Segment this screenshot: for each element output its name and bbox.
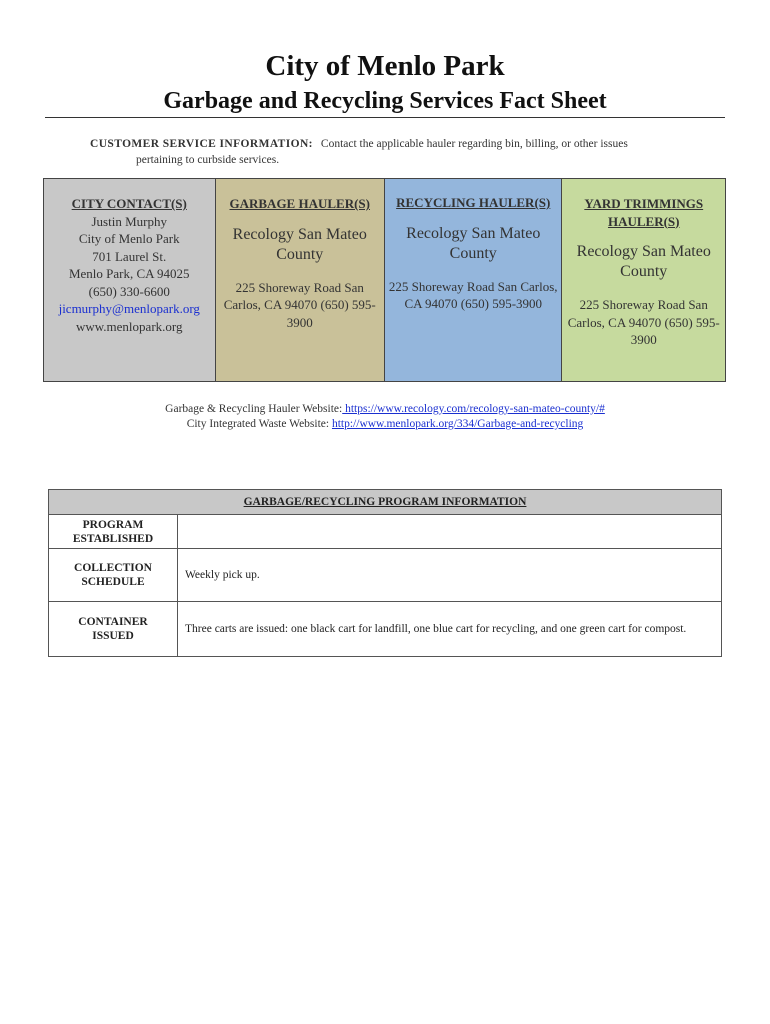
customer-service-text-2: pertaining to curbside services. bbox=[136, 154, 280, 166]
program-info-heading: GARBAGE/RECYCLING PROGRAM INFORMATION bbox=[49, 490, 722, 515]
city-contact-column bbox=[44, 179, 216, 381]
city-contact-city-line: Menlo Park, CA 94025 bbox=[68, 266, 190, 281]
program-established-value bbox=[178, 515, 722, 549]
garbage-hauler-address: 225 Shoreway Road San Carlos, CA 94070 (650) 595-3900 bbox=[223, 279, 376, 330]
garbage-hauler-company: Recology San Mateo County bbox=[232, 225, 367, 263]
city-website-label: City Integrated Waste Website: bbox=[186, 418, 330, 430]
container-issued-label bbox=[49, 602, 178, 657]
hauler-website-line bbox=[0, 402, 770, 417]
city-contact-heading: CITY CONTACT(S) bbox=[71, 196, 187, 211]
row-label-line: ISSUED bbox=[92, 630, 134, 642]
city-contact-email-link[interactable]: jicmurphy@menlopark.org bbox=[58, 301, 200, 316]
row-label-line: SCHEDULE bbox=[81, 576, 145, 588]
collection-schedule-value: Weekly pick up. bbox=[178, 549, 722, 602]
recycling-hauler-company: Recology San Mateo County bbox=[406, 224, 541, 262]
city-website-link[interactable]: http://www.menlopark.org/334/Garbage-and-recycling bbox=[331, 418, 584, 430]
customer-service-label: CUSTOMER SERVICE INFORMATION: bbox=[90, 138, 313, 150]
program-established-label bbox=[49, 515, 178, 549]
contacts-table bbox=[43, 178, 726, 382]
table-row bbox=[49, 602, 722, 657]
yard-trimmings-hauler-company: Recology San Mateo County bbox=[576, 243, 711, 280]
city-contact-phone: (650) 330-6600 bbox=[88, 283, 170, 299]
row-label-line: COLLECTION bbox=[74, 562, 152, 574]
title-divider bbox=[45, 117, 725, 118]
row-label-line: PROGRAM bbox=[82, 518, 144, 531]
collection-schedule-label bbox=[49, 549, 178, 602]
yard-trimmings-hauler-address: 225 Shoreway Road San Carlos, CA 94070 (650) 595-3900 bbox=[567, 297, 720, 347]
table-row bbox=[49, 549, 722, 602]
websites-block bbox=[0, 402, 770, 432]
hauler-website-label: Garbage & Recycling Hauler Website: bbox=[165, 403, 343, 415]
page-subtitle: Garbage and Recycling Services Fact Sheet bbox=[163, 88, 607, 114]
table-row bbox=[49, 515, 722, 549]
customer-service-text-1: Contact the applicable hauler regarding bin, billing, or other issues bbox=[320, 138, 628, 150]
city-website-line bbox=[0, 417, 770, 432]
page-title: City of Menlo Park bbox=[265, 50, 505, 82]
city-contact-street: 701 Laurel St. bbox=[92, 248, 167, 264]
yard-trimmings-hauler-heading: YARD TRIMMINGS HAULER(S) bbox=[584, 196, 704, 229]
recycling-hauler-column bbox=[385, 179, 562, 381]
city-contact-org: City of Menlo Park bbox=[78, 231, 180, 246]
row-label-line: ESTABLISHED bbox=[72, 532, 154, 545]
yard-trimmings-hauler-column bbox=[562, 179, 725, 381]
city-contact-website: www.menlopark.org bbox=[75, 318, 183, 334]
recycling-hauler-address: 225 Shoreway Road San Carlos, CA 94070 (650) 595-3900 bbox=[388, 278, 558, 311]
city-contact-name: Justin Murphy bbox=[91, 213, 167, 229]
recycling-hauler-heading: RECYCLING HAULER(S) bbox=[396, 195, 551, 210]
row-label-line: CONTAINER bbox=[78, 616, 148, 628]
garbage-hauler-heading: GARBAGE HAULER(S) bbox=[229, 196, 370, 211]
customer-service-info bbox=[90, 136, 710, 168]
container-issued-value: Three carts are issued: one black cart for landfill, one blue cart for recycling, and one green cart for compost. bbox=[178, 602, 722, 657]
garbage-hauler-column bbox=[216, 179, 386, 381]
hauler-website-link[interactable]: https://www.recology.com/recology-san-mateo-county/# bbox=[342, 403, 605, 415]
program-info-table bbox=[48, 489, 722, 657]
